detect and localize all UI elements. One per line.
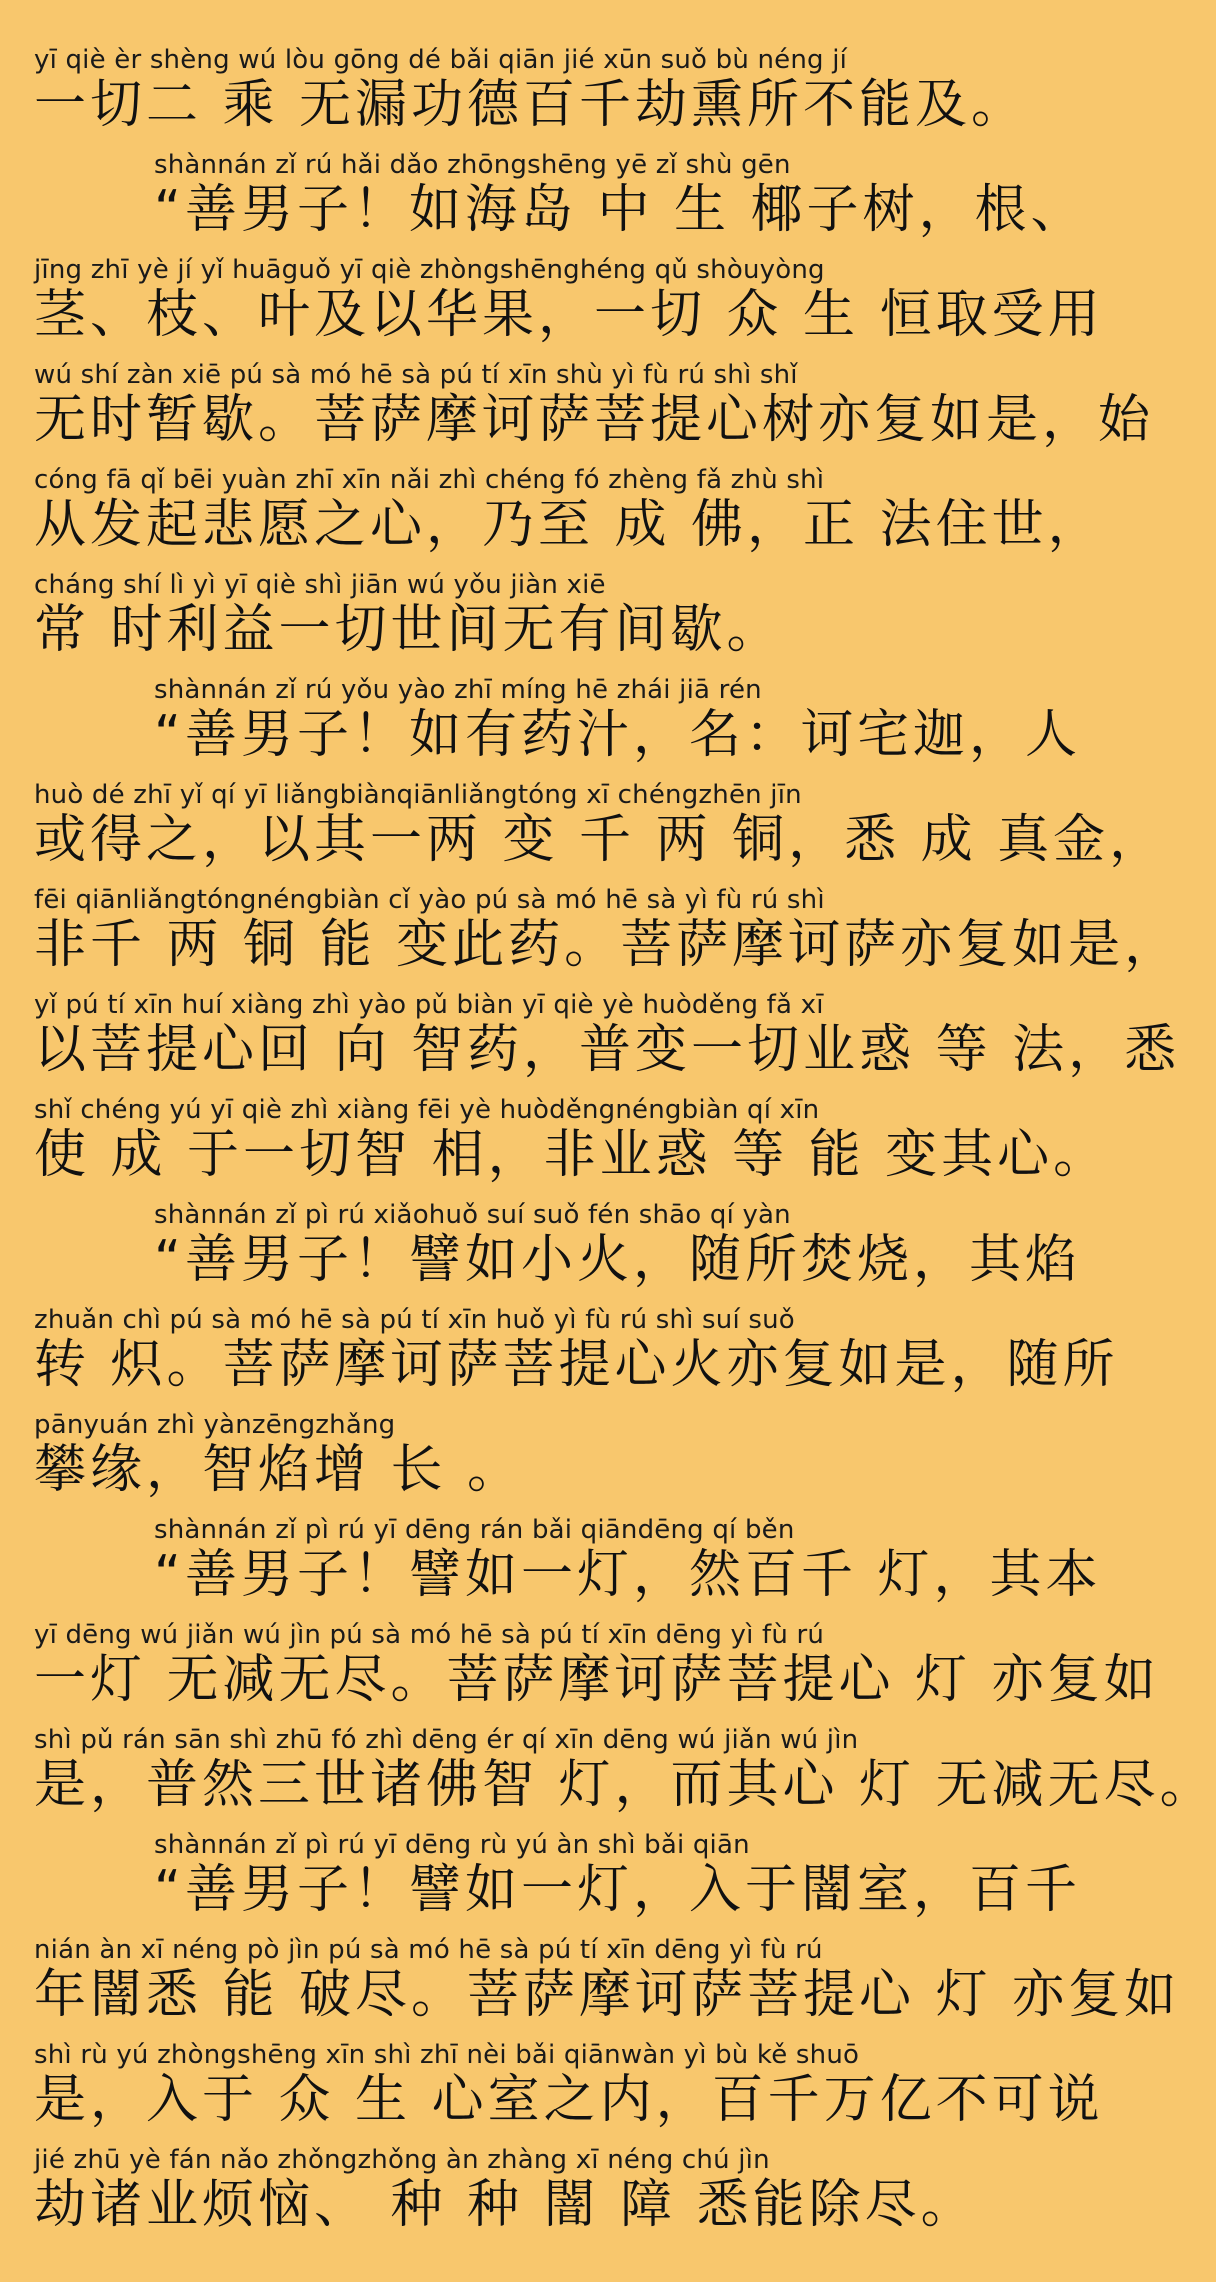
chinese-text: 或得之，以其一两 变 千 两 铜，悉 成 真金， (34, 810, 1166, 870)
text-line-9 (34, 884, 1181, 989)
chinese-text: “善男子！如海岛 中 生 椰子树，根、 (154, 180, 1087, 240)
text-line-14 (34, 1409, 1046, 1514)
pinyin-annotation: wú shí zàn xiē pú sà mó hē sà pú tí xīn shù yì fù rú shì shǐ (34, 360, 798, 390)
pinyin-annotation: zhuǎn chì pú sà mó hē sà pú tí xīn huǒ yì fù rú shì suí suǒ (34, 1305, 795, 1335)
pinyin-annotation: yī qiè èr shèng wú lòu gōng dé bǎi qiān jié xūn suǒ bù néng jí (34, 45, 848, 75)
text-line-5 (34, 464, 1104, 569)
pinyin-annotation: yī dēng wú jiǎn wú jìn pú sà mó hē sà pú tí xīn dēng yì fù rú (34, 1620, 825, 1650)
pinyin-annotation: shànnán zǐ pì rú xiǎohuǒ suí suǒ fén shāo qí yàn (154, 1200, 791, 1230)
chinese-text: 年闇悉 能 破尽。菩萨摩诃萨菩提心 灯 亦复如 (34, 1965, 1181, 2025)
chinese-text: 一灯 无减无尽。菩萨摩诃萨菩提心 灯 亦复如 (34, 1650, 1160, 1710)
pinyin-annotation: jié zhū yè fán nǎo zhǒngzhǒng àn zhàng xī néng chú jìn (34, 2145, 770, 2175)
text-line-18 (34, 1829, 1081, 1934)
chinese-text: “善男子！譬如一灯，入于闇室，百千 (154, 1860, 1081, 1920)
pinyin-annotation: shànnán zǐ rú yǒu yào zhī míng hē zhái jiā rén (154, 675, 762, 705)
chinese-text: 茎、枝、叶及以华果，一切 众 生 恒取受用 (34, 285, 1104, 345)
text-line-3 (34, 254, 1104, 359)
pinyin-annotation: shǐ chéng yú yī qiè zhì xiàng fēi yè huòděngnéngbiàn qí xīn (34, 1095, 820, 1125)
text-line-12 (34, 1199, 1081, 1304)
text-line-19 (34, 1934, 1181, 2039)
text-line-15 (34, 1514, 1102, 1619)
chinese-text: “善男子！譬如小火，随所焚烧，其焰 (154, 1230, 1081, 1290)
pinyin-annotation: fēi qiānliǎngtóngnéngbiàn cǐ yào pú sà mó hē sà yì fù rú shì (34, 885, 825, 915)
chinese-text: 攀缘，智焰增 长 。 (34, 1440, 524, 1500)
pinyin-annotation: cóng fā qǐ bēi yuàn zhī xīn nǎi zhì chéng fó zhèng fǎ zhù shì (34, 465, 825, 495)
text-line-11 (34, 1094, 1110, 1199)
pinyin-annotation: nián àn xī néng pò jìn pú sà mó hē sà pú tí xīn dēng yì fù rú (34, 1935, 823, 1965)
text-line-1 (34, 44, 1046, 149)
chinese-text: 是，普然三世诸佛智 灯，而其心 灯 无减无尽。 (34, 1755, 1216, 1815)
pinyin-annotation: shànnán zǐ pì rú yī dēng rù yú àn shì bǎi qiān (154, 1830, 750, 1860)
chinese-text: 从发起悲愿之心，乃至 成 佛，正 法住世， (34, 495, 1104, 555)
pinyin-annotation: shì pǔ rán sān shì zhū fó zhì dēng ér qí xīn dēng wú jiǎn wú jìn (34, 1725, 859, 1755)
chinese-text: 非千 两 铜 能 变此药。菩萨摩诃萨亦复如是， (34, 915, 1181, 975)
text-line-10 (34, 989, 1181, 1094)
chinese-text: 劫诸业烦恼、 种 种 闇 障 悉能除尽。 (34, 2175, 977, 2235)
text-line-6 (34, 569, 1046, 674)
pinyin-annotation: shànnán zǐ rú hǎi dǎo zhōngshēng yē zǐ shù gēn (154, 150, 791, 180)
text-line-17 (34, 1724, 1216, 1829)
text-line-20 (34, 2039, 1104, 2144)
text-line-7 (34, 674, 1081, 779)
pinyin-annotation: pānyuán zhì yànzēngzhǎng (34, 1410, 396, 1440)
text-line-4 (34, 359, 1155, 464)
chinese-text: 以菩提心回 向 智药，普变一切业惑 等 法，悉 (34, 1020, 1181, 1080)
text-line-8 (34, 779, 1166, 884)
chinese-text: 无时暂歇。菩萨摩诃萨菩提心树亦复如是，始 (34, 390, 1155, 450)
chinese-text: 转 炽。菩萨摩诃萨菩提心火亦复如是，随所 (34, 1335, 1119, 1395)
text-line-16 (34, 1619, 1160, 1724)
text-line-13 (34, 1304, 1119, 1409)
pinyin-annotation: huò dé zhī yǐ qí yī liǎngbiànqiānliǎngtóng xī chéngzhēn jīn (34, 780, 802, 810)
chinese-text: 使 成 于一切智 相，非业惑 等 能 变其心。 (34, 1125, 1110, 1185)
chinese-text: 一切二 乘 无漏功德百千劫熏所不能及。 (34, 75, 1028, 135)
text-line-21 (34, 2144, 1046, 2249)
pinyin-annotation: jīng zhī yè jí yǐ huāguǒ yī qiè zhòngshēnghéng qǔ shòuyòng (34, 255, 825, 285)
text-line-2 (34, 149, 1087, 254)
pinyin-annotation: yǐ pú tí xīn huí xiàng zhì yào pǔ biàn yī qiè yè huòděng fǎ xī (34, 990, 824, 1020)
chinese-text: 是，入于 众 生 心室之内，百千万亿不可说 (34, 2070, 1104, 2130)
pinyin-annotation: cháng shí lì yì yī qiè shì jiān wú yǒu jiàn xiē (34, 570, 606, 600)
text-body (34, 44, 1216, 2249)
chinese-text: 常 时利益一切世间无有间歇。 (34, 600, 783, 660)
chinese-text: “善男子！如有药汁，名：诃宅迦，人 (154, 705, 1081, 765)
pinyin-annotation: shì rù yú zhòngshēng xīn shì zhī nèi bǎi qiānwàn yì bù kě shuō (34, 2040, 860, 2070)
chinese-text: “善男子！譬如一灯，然百千 灯，其本 (154, 1545, 1102, 1605)
pinyin-annotation: shànnán zǐ pì rú yī dēng rán bǎi qiāndēng qí běn (154, 1515, 795, 1545)
